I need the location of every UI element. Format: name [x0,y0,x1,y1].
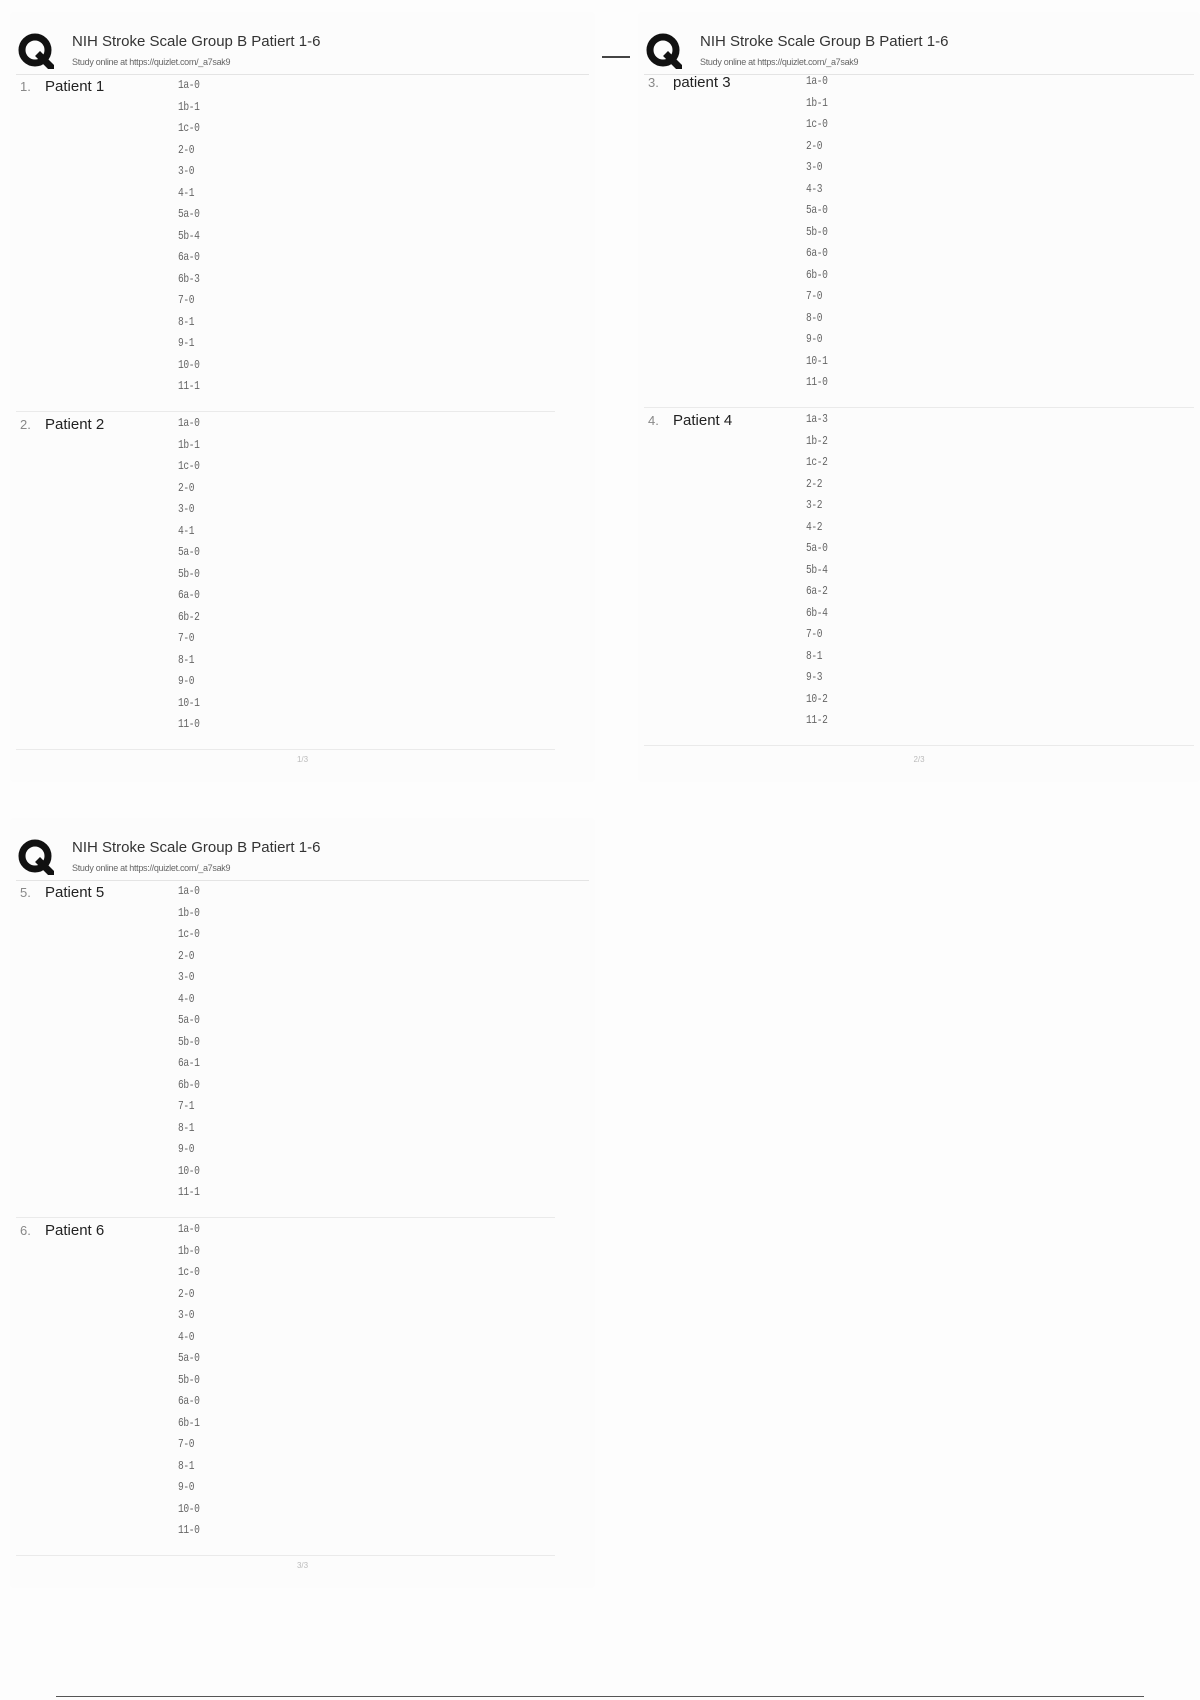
score-item: 8-1 [178,652,195,667]
card-divider [644,745,1194,746]
header-divider [16,74,589,75]
score-item: 6a-0 [178,1394,200,1408]
score-item: 8-1 [806,648,823,663]
score-item: 5a-0 [178,1351,200,1365]
score-item: 5b-0 [178,1372,200,1387]
score-item: 3-2 [806,498,823,512]
score-item: 9-3 [806,670,823,684]
score-item: 6a-1 [178,1056,200,1070]
score-item: 8-1 [178,1458,195,1473]
score-item: 9-1 [178,336,195,350]
score-item: 10-2 [806,691,828,706]
score-item: 5a-0 [178,207,200,221]
page-title: NIH Stroke Scale Group B Patiert 1-6 [72,33,321,50]
card-number: 5. [20,885,31,900]
score-item: 1b-2 [806,433,828,448]
score-item: 11-1 [178,1185,200,1199]
card-number: 3. [648,75,659,90]
score-item: 5b-0 [178,566,200,581]
score-item: 6a-0 [806,246,828,260]
score-item: 6b-3 [178,271,200,286]
score-item: 2-0 [178,142,195,157]
card-title: Patient 2 [45,416,105,433]
score-item: 6b-0 [178,1077,200,1092]
score-item: 1a-0 [178,884,200,898]
score-item: 1a-0 [178,416,200,430]
score-item: 6b-0 [806,267,828,282]
score-item: 1c-0 [806,117,828,131]
page-footer: 2/3 [913,755,925,764]
score-item: 1b-1 [178,99,200,114]
score-item: 1a-0 [806,74,828,88]
score-item: 1c-0 [178,121,200,135]
card-number: 2. [20,417,31,432]
page-header [16,22,589,72]
score-item: 10-1 [806,353,828,368]
score-item: 4-2 [806,519,823,534]
score-item: 9-0 [178,674,195,688]
score-item: 1a-0 [178,78,200,92]
score-list [178,75,205,398]
score-item: 10-0 [178,1163,200,1178]
page-footer: 1/3 [296,755,309,764]
card-title: Patient 6 [45,1222,105,1239]
score-item: 2-2 [806,476,823,491]
study-url[interactable]: Study online at https://quizlet.com/_a7sak9 [700,57,859,67]
score-item: 5a-0 [806,541,828,555]
quizlet-logo-icon [18,839,54,875]
score-item: 7-0 [806,289,823,303]
score-item: 11-2 [806,713,828,727]
card-divider [644,407,1194,408]
bottom-rule [56,1696,1144,1697]
score-item: 1b-0 [178,1243,200,1258]
score-item: 6a-2 [806,584,828,598]
document-page-3 [10,818,595,1588]
document-page-1 [10,12,595,782]
score-list [178,413,205,736]
score-item: 2-0 [806,138,823,153]
score-item: 7-1 [178,1099,195,1113]
score-item: 2-0 [178,1286,195,1301]
score-item: 3-0 [178,164,195,178]
dash-mark [602,56,630,58]
score-item: 1b-0 [178,905,200,920]
score-item: 2-0 [178,948,195,963]
score-item: 5a-0 [806,203,828,217]
score-item: 1c-0 [178,459,200,473]
score-item: 9-0 [178,1480,195,1494]
score-item: 1a-0 [178,1222,200,1236]
score-item: 5b-4 [806,562,828,577]
score-list [178,881,205,1204]
score-item: 1a-3 [806,412,828,426]
card-divider [16,1217,555,1218]
score-item: 5b-0 [806,224,828,239]
score-item: 10-0 [178,1501,200,1516]
score-item: 4-3 [806,181,823,196]
score-item: 1b-1 [178,437,200,452]
score-item: 3-0 [178,502,195,516]
score-item: 5b-4 [178,228,200,243]
score-list [178,1219,205,1542]
score-item: 3-0 [806,160,823,174]
score-item: 7-0 [178,1437,195,1451]
page-header [644,22,1194,72]
score-item: 4-1 [178,523,195,538]
card-number: 6. [20,1223,31,1238]
score-item: 4-0 [178,991,195,1006]
card-divider [16,411,555,412]
document-page-2 [638,12,1200,782]
card-number: 1. [20,79,31,94]
score-item: 4-0 [178,1329,195,1344]
score-item: 6b-4 [806,605,828,620]
score-item: 4-1 [178,185,195,200]
score-item: 1c-0 [178,927,200,941]
score-item: 9-0 [178,1142,195,1156]
score-item: 7-0 [178,631,195,645]
score-item: 11-0 [178,1523,200,1537]
card-divider [16,1555,555,1556]
score-list [806,71,833,394]
score-list [806,409,833,732]
score-item: 6a-0 [178,250,200,264]
score-item: 11-0 [806,375,828,389]
card-divider [16,749,555,750]
score-item: 3-0 [178,1308,195,1322]
score-item: 5a-0 [178,1013,200,1027]
study-url[interactable]: Study online at https://quizlet.com/_a7sak9 [72,57,231,67]
card-title: patient 3 [673,74,731,91]
card-title: Patient 5 [45,884,105,901]
score-item: 1c-2 [806,455,828,469]
score-item: 11-0 [178,717,200,731]
score-item: 6a-0 [178,588,200,602]
score-item: 7-0 [178,293,195,307]
score-item: 6b-2 [178,609,200,624]
score-item: 8-1 [178,1120,195,1135]
score-item: 8-1 [178,314,195,329]
score-item: 3-0 [178,970,195,984]
score-item: 10-1 [178,695,200,710]
page-footer: 3/3 [296,1561,309,1570]
quizlet-logo-icon [18,33,54,69]
score-item: 2-0 [178,480,195,495]
score-item: 5a-0 [178,545,200,559]
page-title: NIH Stroke Scale Group B Patiert 1-6 [72,839,321,856]
card-title: Patient 1 [45,78,105,95]
page-header [16,828,589,878]
score-item: 11-1 [178,379,200,393]
score-item: 10-0 [178,357,200,372]
card-number: 4. [648,413,659,428]
score-item: 1b-1 [806,95,828,110]
score-item: 6b-1 [178,1415,200,1430]
score-item: 1c-0 [178,1265,200,1279]
score-item: 8-0 [806,310,823,325]
quizlet-logo-icon [646,33,682,69]
study-url[interactable]: Study online at https://quizlet.com/_a7sak9 [72,863,231,873]
header-divider [16,880,589,881]
card-title: Patient 4 [673,412,733,429]
page-title: NIH Stroke Scale Group B Patiert 1-6 [700,33,949,50]
score-item: 9-0 [806,332,823,346]
score-item: 5b-0 [178,1034,200,1049]
score-item: 7-0 [806,627,823,641]
